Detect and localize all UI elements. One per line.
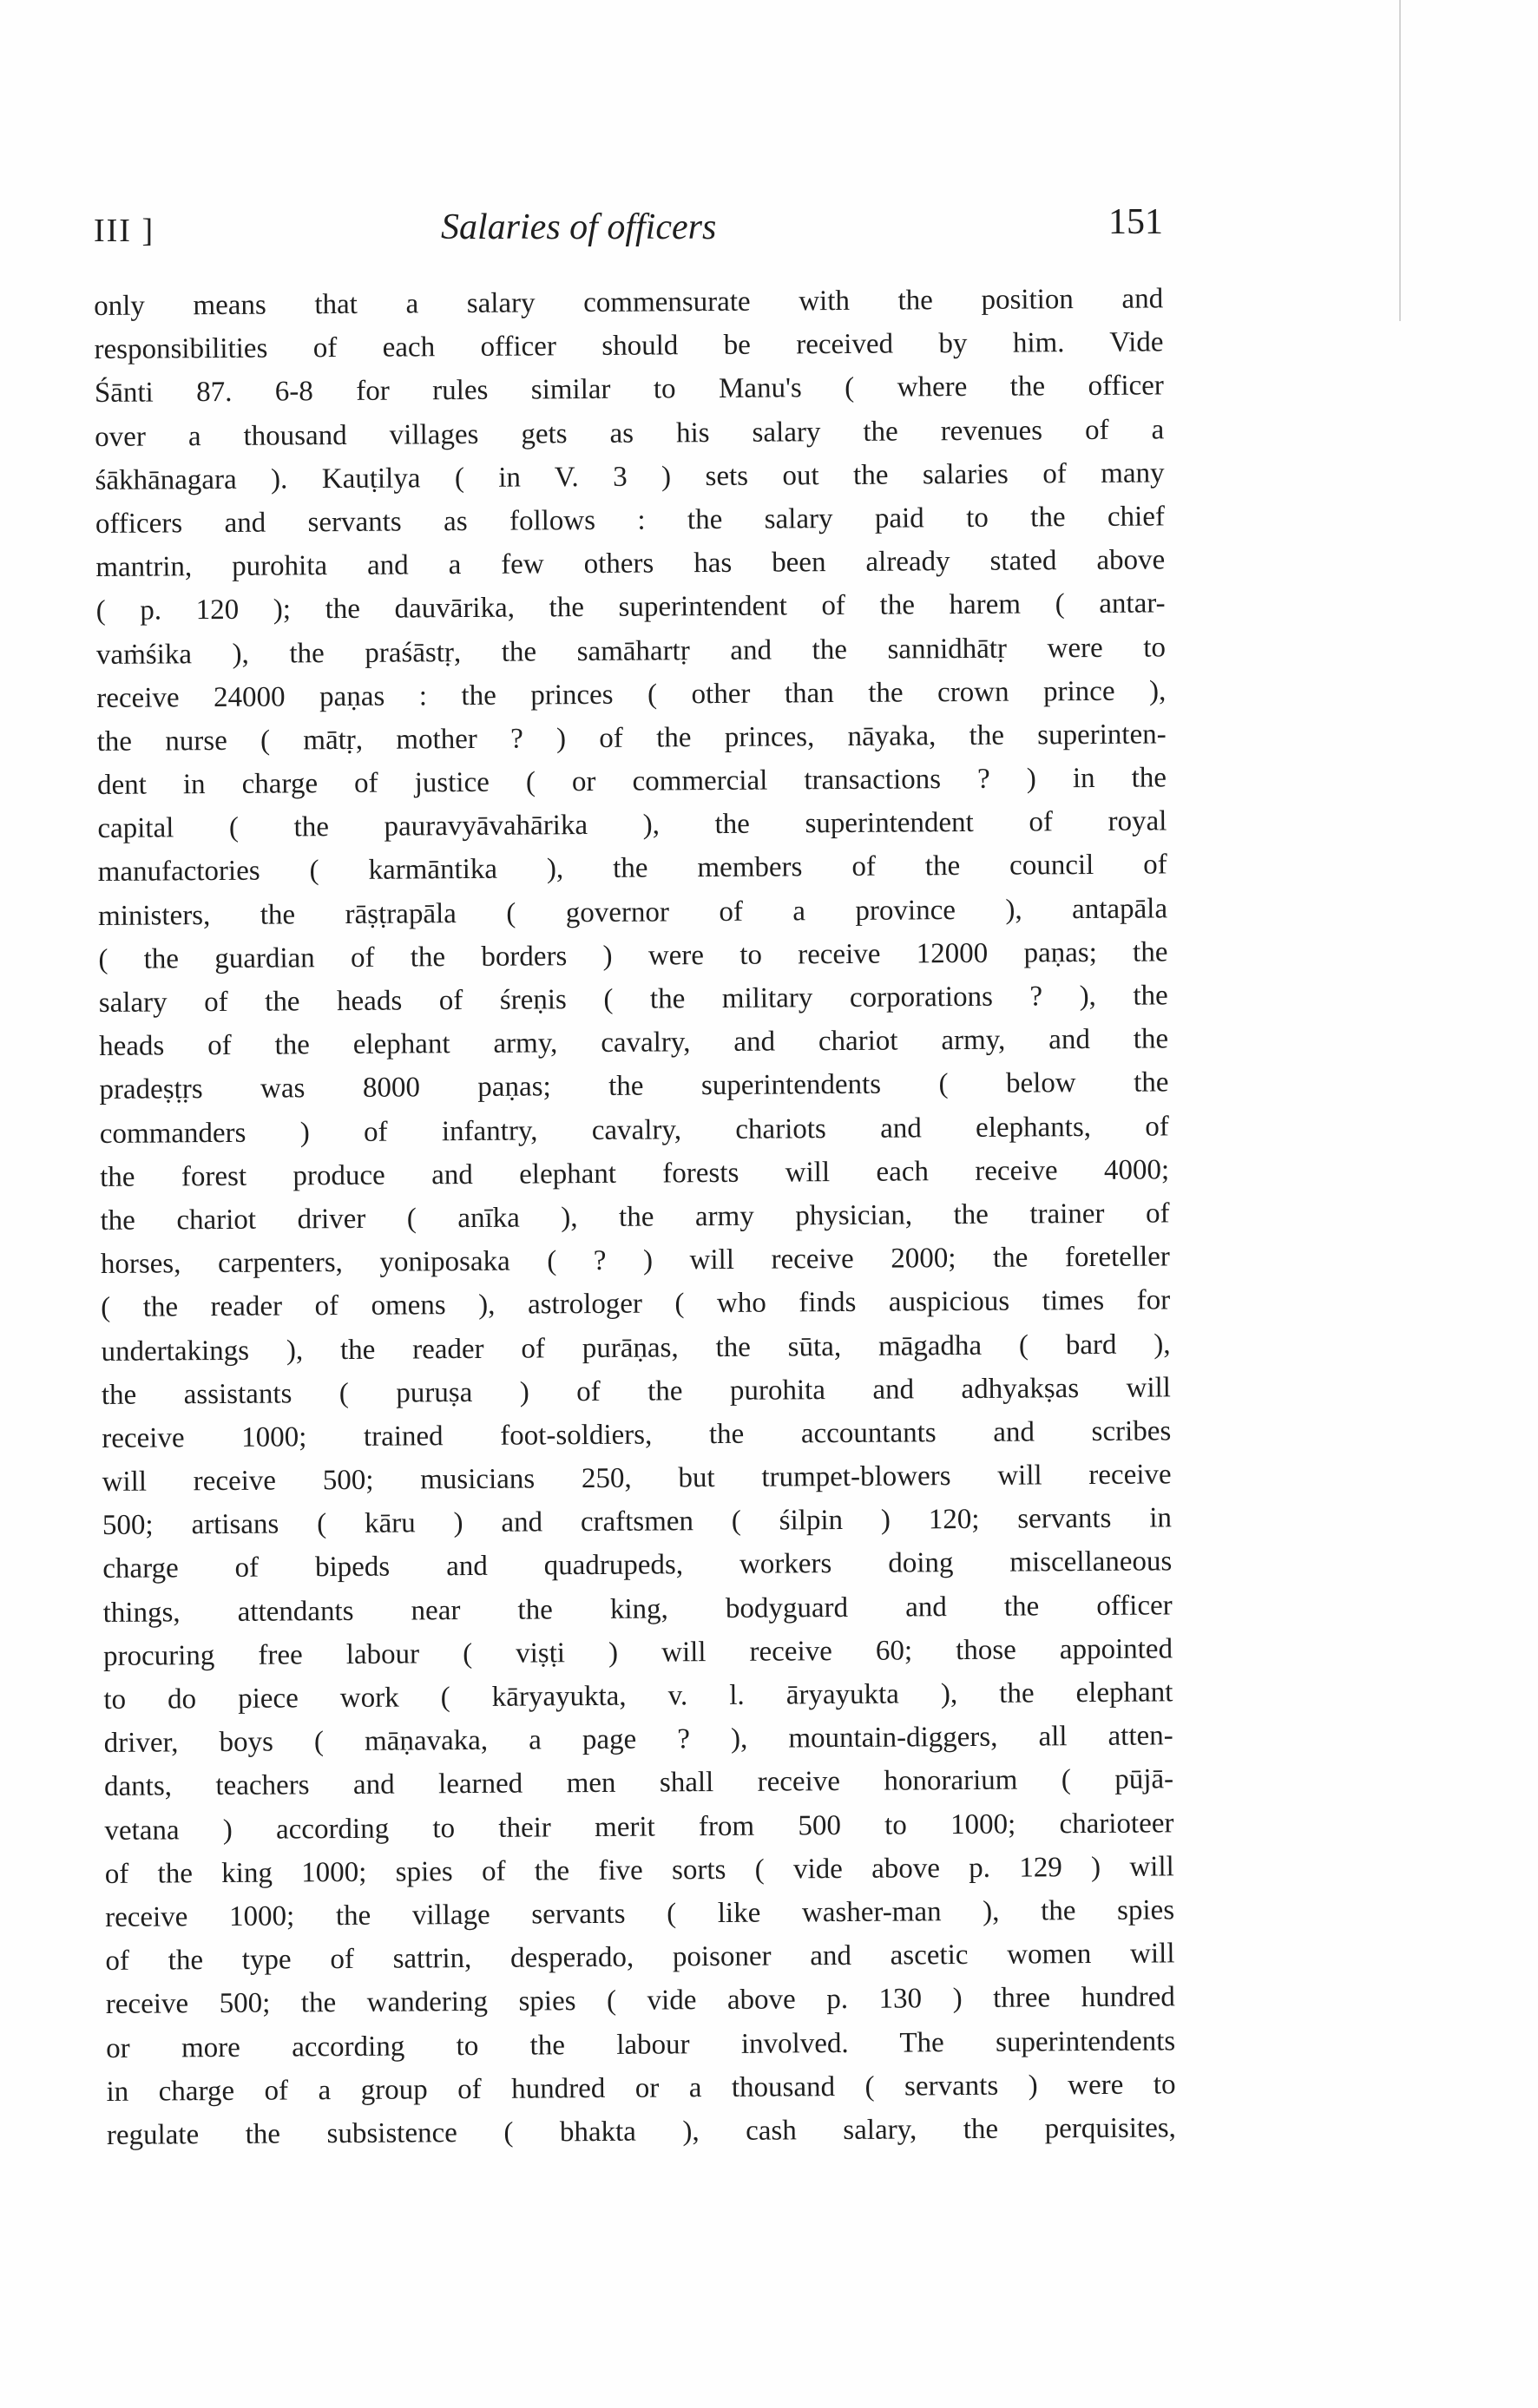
text-line: the assistants ( puruṣa ) of the purohita and adhyakṣas will bbox=[101, 1372, 1172, 1411]
page-number: 151 bbox=[1108, 202, 1163, 242]
text-line: undertakings ), the reader of purāṇas, the sūta, māgadha ( bard ), bbox=[101, 1328, 1171, 1368]
text-line: receive 24000 paṇas : the princes ( other than the crown prince ), bbox=[96, 675, 1167, 714]
text-line: the chariot driver ( anīka ), the army physician, the trainer of bbox=[100, 1197, 1170, 1237]
text-line: salary of the heads of śreṇis ( the military corporations ? ), the bbox=[98, 980, 1168, 1019]
text-line: responsibilities of each officer should be received by him. Vide bbox=[94, 326, 1164, 366]
chapter-number: III ] bbox=[94, 213, 155, 249]
text-line: procuring free labour ( viṣṭi ) will receive 60; those appointed bbox=[102, 1633, 1173, 1672]
running-header bbox=[94, 201, 1163, 253]
text-line: officers and servants as follows : the salary paid to the chief bbox=[95, 501, 1166, 540]
text-line: or more according to the labour involved. The superintendents bbox=[106, 2024, 1176, 2064]
text-line: śākhānagara ). Kauṭilya ( in V. 3 ) sets out the salaries of many bbox=[95, 457, 1165, 496]
text-line: driver, boys ( māṇavaka, a page ? ), mountain-diggers, all atten- bbox=[103, 1720, 1173, 1760]
text-line: charge of bipeds and quadrupeds, workers doing miscellaneous bbox=[102, 1545, 1173, 1585]
text-line: Śānti 87. 6-8 for rules similar to Manu's ( where the officer bbox=[94, 370, 1164, 410]
text-line: over a thousand villages gets as his salary the revenues of a bbox=[95, 413, 1165, 453]
text-line: to do piece work ( kāryayukta, v. l. āryayukta ), the elephant bbox=[103, 1676, 1173, 1716]
running-title: Salaries of officers bbox=[441, 207, 717, 247]
text-line: vetana ) according to their merit from 500 to 1000; charioteer bbox=[104, 1807, 1174, 1847]
text-line: mantrin, purohita and a few others has been already stated above bbox=[95, 544, 1166, 584]
text-line: will receive 500; musicians 250, but trumpet-blowers will receive bbox=[102, 1459, 1172, 1499]
text-line: dants, teachers and learned men shall receive honorarium ( pūjā- bbox=[103, 1763, 1174, 1803]
body-paragraph bbox=[94, 277, 1176, 2157]
text-line: manufactories ( karmāntika ), the members of the council of bbox=[97, 849, 1167, 889]
text-line: only means that a salary commensurate with the position and bbox=[94, 283, 1164, 322]
text-line: ministers, the rāṣṭrapāla ( governor of a province ), antapāla bbox=[97, 893, 1168, 932]
text-line: capital ( the pauravyāvahārika ), the superintendent of royal bbox=[97, 805, 1167, 845]
text-line: vaṁśika ), the praśāstṛ, the samāhartṛ and the sannidhātṛ were to bbox=[95, 631, 1167, 671]
text-line: 500; artisans ( kāru ) and craftsmen ( śilpin ) 120; servants in bbox=[102, 1502, 1173, 1542]
text-line: ( the guardian of the borders ) were to receive 12000 paṇas; the bbox=[98, 936, 1168, 975]
text-line: receive 1000; the village servants ( like washer-man ), the spies bbox=[105, 1894, 1175, 1933]
text-line: ( the reader of omens ), astrologer ( who finds auspicious times for bbox=[101, 1284, 1171, 1324]
text-line: things, attendants near the king, bodyguard and the officer bbox=[102, 1589, 1173, 1629]
text-line: heads of the elephant army, cavalry, and chariot army, and the bbox=[99, 1023, 1169, 1063]
scan-edge-line bbox=[1399, 0, 1401, 321]
text-line: commanders ) of infantry, cavalry, chariots and elephants, of bbox=[99, 1110, 1169, 1150]
text-line: of the type of sattrin, desperado, poisoner and ascetic women will bbox=[105, 1938, 1175, 1978]
text-line: the forest produce and elephant forests will each receive 4000; bbox=[100, 1154, 1170, 1193]
text-line: receive 1000; trained foot-soldiers, the accountants and scribes bbox=[102, 1415, 1172, 1454]
text-line: regulate the subsistence ( bhakta ), cash salary, the perquisites, bbox=[106, 2112, 1176, 2151]
text-line: the nurse ( mātṛ, mother ? ) of the princes, nāyaka, the superinten- bbox=[96, 718, 1167, 758]
text-line: in charge of a group of hundred or a thousand ( servants ) were to bbox=[106, 2069, 1176, 2108]
text-line: horses, carpenters, yoniposaka ( ? ) will receive 2000; the foreteller bbox=[100, 1241, 1170, 1281]
text-line: pradeṣṭṛs was 8000 paṇas; the superintendents ( below the bbox=[99, 1066, 1169, 1106]
text-line: of the king 1000; spies of the five sorts ( vide above p. 129 ) will bbox=[104, 1851, 1174, 1890]
text-line: dent in charge of justice ( or commercial transactions ? ) in the bbox=[96, 762, 1167, 802]
text-line: receive 500; the wandering spies ( vide above p. 130 ) three hundred bbox=[105, 1981, 1175, 2021]
text-line: ( p. 120 ); the dauvārika, the superintendent of the harem ( antar- bbox=[95, 587, 1166, 627]
